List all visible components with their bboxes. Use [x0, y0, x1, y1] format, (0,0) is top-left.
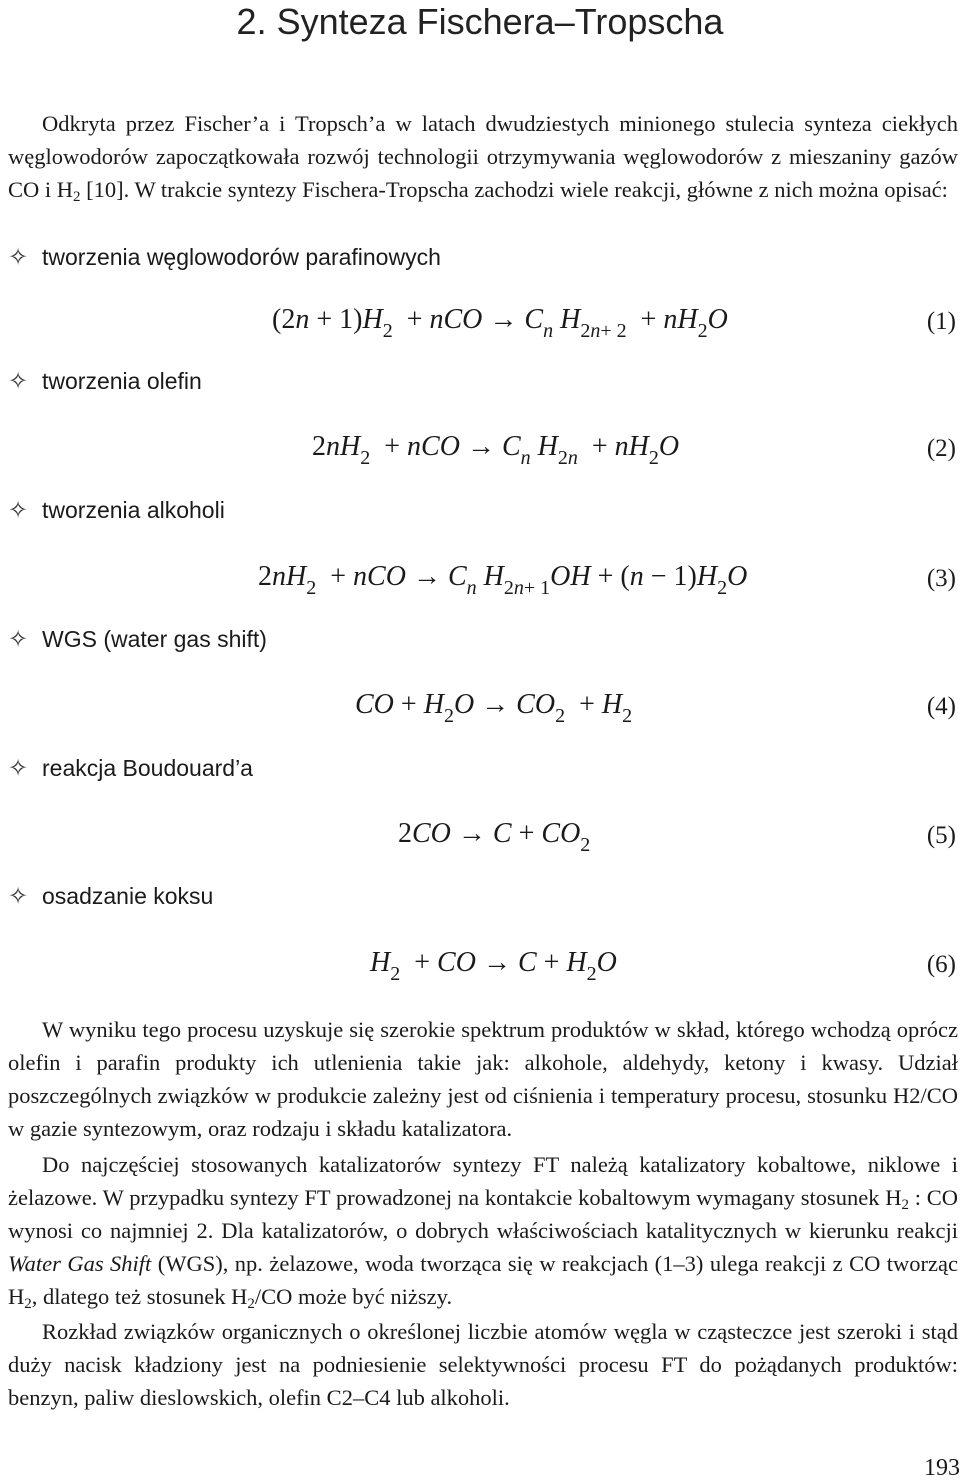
paragraph-text: Rozkład związków organicznych o określonej liczbie atomów węgla w cząsteczce jest szeroki i stąd duży nacisk kładziony jest na podniesienie selektywności procesu FT do pożądanych produktów: benzyn, paliw dieslowskich, olefin C2–C4 lub alkoholi. — [8, 1319, 958, 1410]
star-bullet-icon: ✧ — [8, 883, 29, 910]
bullet-boudouard — [8, 753, 253, 784]
star-bullet-icon: ✧ — [8, 244, 29, 271]
intro-text-cont: [10]. W trakcie syntezy Fischera-Tropscha zachodzi wiele reakcji, główne z nich można opisać: — [80, 177, 948, 202]
star-bullet-icon: ✧ — [8, 368, 29, 395]
equation-number-4: (4) — [926, 693, 956, 720]
paragraph-text: : CO wynosi co najmniej 2. Dla katalizatorów, o dobrych właściwościach katalitycznych w kierunku reakcji — [8, 1185, 958, 1243]
bullet-label: reakcja Boudouard’a — [42, 755, 253, 781]
bullet-label: tworzenia alkoholi — [42, 497, 225, 523]
star-bullet-icon: ✧ — [8, 497, 29, 524]
bullet-label: tworzenia olefin — [42, 368, 202, 394]
bullet-alcohols — [8, 495, 225, 526]
equation-number-3: (3) — [926, 565, 956, 592]
bullet-coke — [8, 881, 213, 912]
star-bullet-icon: ✧ — [8, 755, 29, 782]
paragraph-text: W wyniku tego procesu uzyskuje się szerokie spektrum produktów w skład, którego wchodzą oprócz olefin i parafin produkty ich utlenienia takie jak: alkohole, aldehydy, ketony i kwasy. Udział poszczególnych związków w produkcie zależny jest od ciśnienia i temperatury procesu, stosunku H2/CO w gazie syntezowym, oraz rodzaju i składu katalizatora. — [8, 1017, 958, 1141]
star-bullet-icon: ✧ — [8, 626, 29, 653]
paragraph-text: (WGS), np. żelazowe, woda tworząca się w reakcjach (1–3) ulega reakcji z CO tworząc H — [8, 1251, 958, 1309]
bullet-label: tworzenia węglowodorów parafinowych — [42, 244, 441, 270]
paragraph-text: , dlatego też stosunek H — [31, 1284, 248, 1309]
intro-subscript: 2 — [73, 189, 81, 205]
equation-3: $2nH_2$ + nCO → $C_n$ $H_{2n+ 1}OH + (n - 1)H_2O$ — [258, 561, 748, 599]
bullet-label: osadzanie koksu — [42, 883, 214, 909]
page-title: 2. Synteza Fischera–Tropscha — [236, 1, 724, 42]
intro-text: Odkryta przez Fischer’a i Tropsch’a w latach dwudziestych minionego stulecia synteza ciekłych węglowodorów zapoczątkowała rozwój technologii otrzymywania węglowodorów z mieszaniny gazów CO i H — [8, 111, 958, 202]
equation-5: $2CO \to C + CO_2$ — [398, 818, 591, 856]
paragraph-distribution — [8, 1315, 958, 1414]
subscript: 2 — [24, 1296, 32, 1312]
equation-number-2: (2) — [926, 435, 956, 462]
equation-2: $2nH_2$ + nCO → $C_n$ $H_{2n} + nH_2O$ — [312, 431, 680, 469]
bullet-paraffins — [8, 242, 441, 273]
subscript: 2 — [901, 1197, 910, 1213]
paragraph-products — [8, 1013, 958, 1145]
equation-1: $(2n + 1)H_2$ + nCO → $C_n$ $H_{2n+ 2} + nH_2O$ — [272, 304, 728, 342]
paragraph-text: Do najczęściej stosowanych katalizatorów syntezy FT należą katalizatory kobaltowe, niklowe i żelazowe. W przypadku syntezy FT prowadzonej na kontakcie kobaltowym wymagany stosunek H — [8, 1152, 958, 1210]
equation-6: $H_2$ + CO → $C + H_2O$ — [370, 947, 617, 985]
bullet-label: WGS (water gas shift) — [42, 626, 267, 652]
bullet-olefins — [8, 366, 202, 397]
equation-number-1: (1) — [926, 308, 956, 335]
equation-number-6: (6) — [926, 951, 956, 978]
bullet-wgs — [8, 624, 267, 655]
paragraph-catalysts — [8, 1148, 958, 1313]
subscript: 2 — [247, 1296, 255, 1312]
italic-term: Water Gas Shift — [8, 1251, 152, 1276]
paragraph-text: /CO może być niższy. — [254, 1284, 453, 1309]
equation-number-5: (5) — [926, 822, 956, 849]
intro-paragraph — [8, 107, 958, 206]
page-number: 193 — [924, 1455, 960, 1481]
equation-4: CO + $H_2O \to CO_2 + H_2$ — [355, 689, 633, 727]
